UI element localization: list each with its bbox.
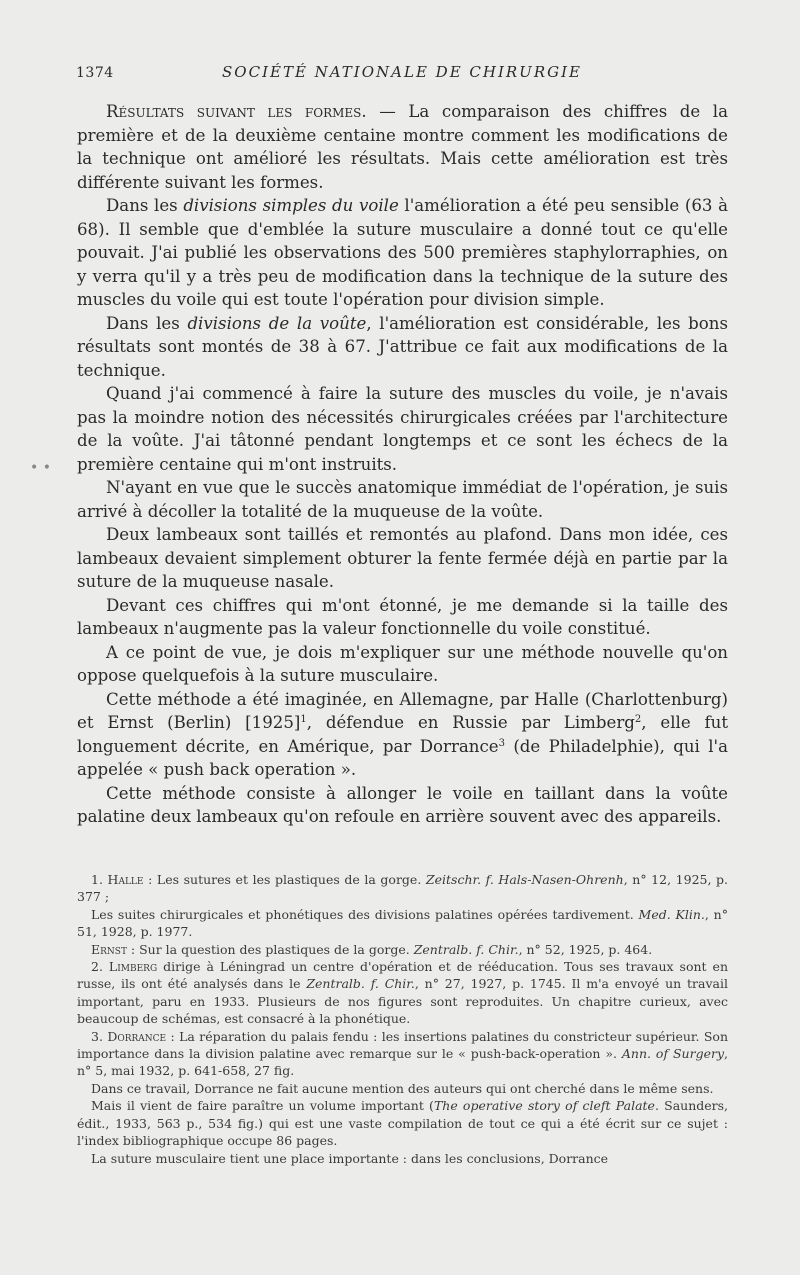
paragraph: Cette méthode a été imaginée, en Allemagne, par Halle (Charlottenburg) et Ernst (Berlin) $[1925]^1$, défendue en Russie par Limberg$^2$, elle fut longuement décrite, en Amérique, par Dorrance$^3$ (de Philadelphie), qui l'a appelée « push back operation ». <box>77 689 728 779</box>
footnote: Les suites chirurgicales et phonétiques des divisions palatines opérées tardivement. Med. Klin., n° 51, 1928, p. 1977. <box>77 906 728 940</box>
paragraph: Résultats suivant les formes. — La comparaison des chiffres de la première et de la deuxième centaine montre comment les modifications de la technique ont amélioré les résultats. Mais cette amélioration est très différente suivant les formes. <box>77 102 728 192</box>
margin-mark: • • <box>30 460 51 476</box>
paragraph: Dans les divisions simples du voile l'amélioration a été peu sensible (63 à 68). Il semble que d'emblée la suture musculaire a donné tout ce qu'elle pouvait. J'ai publié les observations des 500 premières staphylorraphies, on y verra qu'il y a très peu de modification dans la technique de la suture des muscles du voile qui est toute l'opération pour division simple. <box>77 196 728 309</box>
footnote-ref[interactable]: 3 <box>498 737 505 749</box>
paragraph: N'ayant en vue que le succès anatomique immédiat de l'opération, je suis arrivé à décoller la totalité de la muqueuse de la voûte. <box>77 478 728 521</box>
footnote-ref[interactable]: 1 <box>300 714 307 725</box>
paragraph: Deux lambeaux sont taillés et remontés au plafond. Dans mon idée, ces lambeaux devaient simplement obturer la fente fermée déjà en partie par la suture de la muqueuse nasale. <box>77 525 728 591</box>
page-number: 1374 <box>76 65 114 81</box>
footnote-ref[interactable]: 2 <box>634 714 642 725</box>
journal: Ann. of Surgery <box>621 1046 725 1062</box>
author: Halle <box>107 872 144 887</box>
journal: Zentralb. f. Chir. <box>413 941 519 957</box>
footnote: Dans ce travail, Dorrance ne fait aucune mention des auteurs qui ont cherché dans le même sens. <box>91 1080 714 1096</box>
footnote: La suture musculaire tient une place importante : dans les conclusions, Dorrance <box>91 1150 609 1166</box>
running-title: SOCIÉTÉ NATIONALE DE CHIRURGIE <box>222 63 582 81</box>
emphasis: divisions simples du voile <box>183 196 399 215</box>
paragraph: Dans les divisions de la voûte, l'amélioration est considérable, les bons résultats sont montés de 38 à 67. J'attribue ce fait aux modifications de la technique. <box>77 313 729 380</box>
footnote: 1. Halle : Les sutures et les plastiques de la gorge. Zeitschr. f. Hals-Nasen-Ohrenh, n° 12, 1925, p. 377 ; <box>77 872 729 905</box>
paragraph: Quand j'ai commencé à faire la suture des muscles du voile, je n'avais pas la moindre notion des nécessités chirurgicales créées par l'architecture de la voûte. J'ai tâtonné pendant longtemps et ce sont les échecs de la première centaine qui m'ont instruits. <box>77 384 728 474</box>
author: Limberg <box>108 959 158 975</box>
journal: Zeitschr. f. Hals-Nasen-Ohrenh <box>425 872 624 887</box>
main-text <box>77 100 728 829</box>
footnote: 3. Dorrance : La réparation du palais fendu : les insertions palatines du constricteur supérieur. Son importance dans la division palatine avec remarque sur le « push-back-operation ». Ann. of Surgery, n° 5, mai 1932, p. 641-658, 27 fig. <box>77 1028 729 1079</box>
paragraph: Devant ces chiffres qui m'ont étonné, je me demande si la taille des lambeaux n'augmente pas la valeur fonctionnelle du voile constitué. <box>77 595 728 638</box>
footnote: Mais il vient de faire paraître un volume important (The operative story of cleft Palate. Saunders, édit., 1933, 563 p., 534 fig.) qui est une vaste compilation de tout ce qui a été écrit sur ce sujet : l'index bibliographique occupe 86 pages. <box>77 1098 729 1149</box>
footnote: 2. Limberg dirige à Léningrad un centre d'opération et de rééducation. Tous ses travaux sont en russe, ils ont été analysés dans le Zentralb. f. Chir., n° 27, 1927, p. 1745. Il m'a envoyé un travail important, paru en 1933. Plusieurs de nos figures sont reproduites. Un chapitre curieux, avec beaucoup de schémas, est consacré à la phonétique. <box>77 959 728 1027</box>
footnotes <box>77 871 728 1167</box>
journal: Med. Klin. <box>638 906 705 922</box>
paragraph: A ce point de vue, je dois m'expliquer sur une méthode nouvelle qu'on oppose quelquefois à la suture musculaire. <box>77 642 728 685</box>
footnote: Ernst : Sur la question des plastiques de la gorge. Zentralb. f. Chir., n° 52, 1925, p. 464. <box>91 941 653 957</box>
author: Ernst <box>91 941 127 957</box>
section-lead: Résultats suivant les formes. <box>106 102 367 121</box>
emphasis: divisions de la voûte <box>187 313 367 333</box>
running-header <box>76 63 728 87</box>
journal: The operative story of cleft Palate <box>433 1098 655 1114</box>
author: Dorrance <box>107 1028 167 1044</box>
journal: Zentralb. f. Chir. <box>306 976 415 992</box>
paragraph: Cette méthode consiste à allonger le voile en taillant dans la voûte palatine deux lambeaux qu'on refoule en arrière souvent avec des appareils. <box>77 783 728 826</box>
